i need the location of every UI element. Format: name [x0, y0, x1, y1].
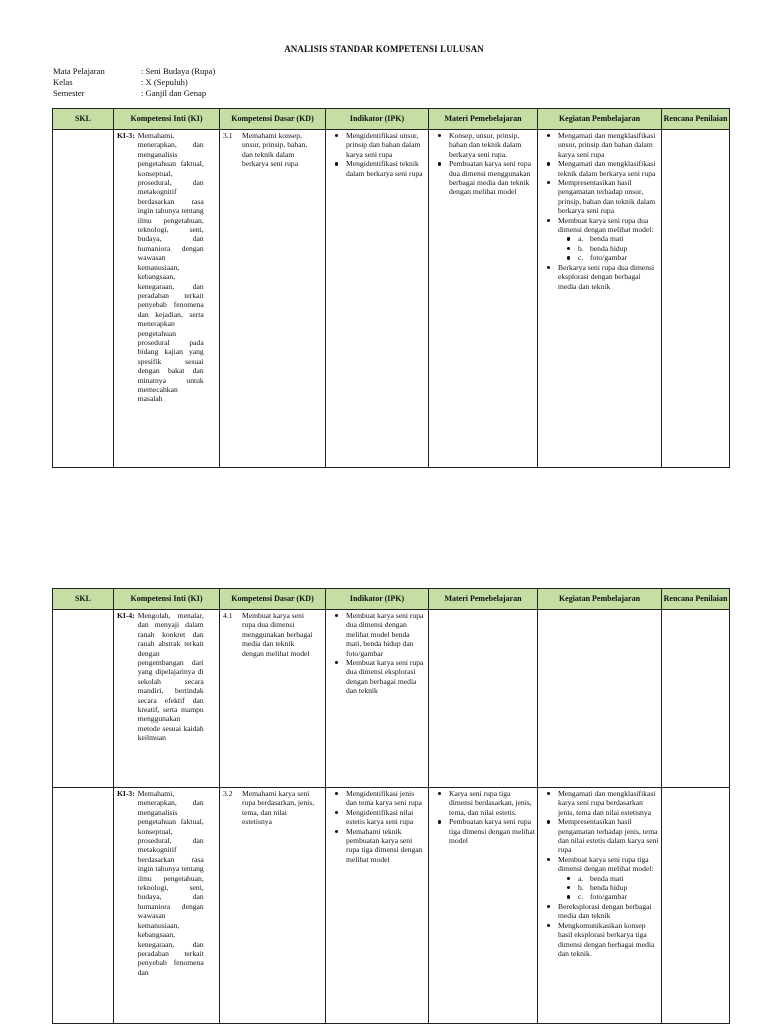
ipk-cell — [326, 130, 429, 468]
sub-letter: b. — [578, 243, 584, 253]
header-ki: Kompetensi Inti (KI) — [114, 589, 220, 610]
header-ipk: Indikator (IPK) — [326, 589, 429, 610]
list-item: Membuat karya seni rupa dua dimensi dengan melihat model benda mati, benda hidup dan foto/gambar — [346, 611, 426, 658]
rencana-cell — [662, 788, 730, 1024]
list-item: Mengidentifikasi teknik dalam berkarya seni rupa — [346, 159, 426, 178]
meta-value: : Seni Budaya (Rupa) — [141, 66, 216, 76]
header-rencana: Rencana Penilaian — [662, 109, 730, 130]
list-item: Bereksplorasi dengan berbagai media dan teknik — [558, 902, 659, 921]
meta-label: Mata Pelajaran — [53, 66, 105, 76]
header-kd: Kompetensi Dasar (KD) — [220, 589, 326, 610]
sub-list-item — [578, 883, 659, 892]
header-kegiatan: Kegiatan Pembelajaran — [538, 589, 662, 610]
ki-code: KI-3: — [117, 789, 135, 798]
materi-cell — [429, 610, 538, 788]
sub-letter: a. — [578, 234, 584, 244]
ki-text: Memahami, menerapkan, dan menganalisis pengetahuan faktual, konseptual, prosedural, dan metakognitif berdasarkan rasa ingin tahunya tentang ilmu pengetahuan, teknologi, seni, budaya, dan humaniora dengan wawasan kemanusiaan, kebangsaan, kenegaraan, dan peradaban terkait penyebab fenomena dan — [137, 789, 204, 977]
kd-number: 4.1 — [223, 611, 233, 620]
meta-row-subject — [53, 66, 215, 77]
kd-cell — [220, 610, 326, 788]
sub-text: benda mati — [590, 873, 624, 883]
list-item — [558, 216, 659, 263]
ipk-cell — [326, 610, 429, 788]
skl-cell — [53, 130, 114, 468]
skl-table-2 — [52, 588, 730, 1024]
kegiatan-cell — [538, 130, 662, 468]
skl-cell — [53, 610, 114, 788]
ki-cell — [114, 610, 220, 788]
meta-row-class — [53, 77, 215, 88]
list-item: Berkarya seni rupa dua dimensi eksplorasi dengan berbagai media dan teknik — [558, 263, 659, 291]
sub-list — [558, 874, 659, 902]
list-item: Mengamati dan mengklasifikasi unsur, prinsip dan bahan dalam karya seni rupa — [558, 131, 659, 159]
table-row — [53, 610, 730, 788]
table-row — [53, 788, 730, 1024]
header-skl: SKL — [53, 109, 114, 130]
list-item-text: Membuat karya seni rupa dua dimensi dengan melihat model: — [558, 215, 654, 235]
list-item: Karya seni rupa tiga dimensi berdasarkan, jenis, tema, dan nilai estetis. — [449, 789, 535, 817]
header-materi: Materi Pemebelajaran — [429, 109, 538, 130]
ki-text: Mengolah, menalar, dan menyaji dalam ranah konkret dan ranah abstrak terkait dengan pengembangan dari yang dipelajarinya di sekolah secara mandiri, bertindak secara efektif dan kreatif, serta mampu menggunakan metode sesuai kaidah keilmuan — [137, 611, 204, 743]
list-item: Mengidentifikasi unsur, prinsip dan bahan dalam karya seni rupa — [346, 131, 426, 159]
header-kegiatan: Kegiatan Pembelajaran — [538, 109, 662, 130]
sub-letter: c. — [578, 892, 584, 902]
meta-value: : X (Sepuluh) — [141, 77, 188, 87]
list-item: Konsep, unsur, prinsip, bahan dan teknik dalam berkarya seni rupa. — [449, 131, 535, 159]
header-kd: Kompetensi Dasar (KD) — [220, 109, 326, 130]
list-item: Pembuatan karya seni rupa dua dimensi menggunakan berbagai media dan teknik dengan melihat model — [449, 159, 535, 197]
kegiatan-cell — [538, 788, 662, 1024]
meta-label: Semester — [53, 88, 85, 98]
sub-letter: b. — [578, 883, 584, 893]
list-item: Mengamati dan mengklasifikasi karya seni rupa berdasarkan jenis, tema dan nilai estetisnya — [558, 789, 659, 817]
sub-list-item — [578, 892, 659, 901]
kd-number: 3.2 — [223, 789, 233, 798]
list-item: Pembuatan karya seni rupa tiga dimensi dengan melihat model — [449, 817, 535, 846]
list-item: Mempresentasikan hasil pengamatan terhadap jenis, tema dan nilai estetis dalam karya seni rupa — [558, 817, 659, 855]
rencana-cell — [662, 610, 730, 788]
list-item — [558, 855, 659, 902]
meta-value: : Ganjil dan Genap — [141, 88, 207, 98]
header-skl: SKL — [53, 589, 114, 610]
sub-text: benda mati — [590, 234, 624, 244]
table-header-row — [53, 589, 730, 610]
meta-row-semester — [53, 88, 215, 99]
list-item: Mengidentifikasi jenis dan tema karya seni rupa — [346, 789, 426, 808]
table-header-row — [53, 109, 730, 130]
sub-list — [558, 234, 659, 262]
sub-text: benda hidup — [590, 883, 628, 893]
header-ipk: Indikator (IPK) — [326, 109, 429, 130]
list-item: Mempresentasikan hasil pengamatan terhadap unsur, prinsip, bahan dan teknik dalam berkarya seni rupa — [558, 178, 659, 216]
sub-list-item — [578, 253, 659, 262]
list-item: Membuat karya seni rupa dua dimensi eksplorasi dengan berbagai media dan teknik — [346, 658, 426, 696]
list-item: Mengidentifikasi nilai estetis karya seni rupa — [346, 808, 426, 827]
sub-list-item — [578, 234, 659, 243]
list-item: Memahami teknik pembuatan karya seni rupa tiga dimensi dengan melihat model — [346, 827, 426, 865]
document-meta — [53, 66, 215, 99]
kegiatan-cell — [538, 610, 662, 788]
document-title: ANALISIS STANDAR KOMPETENSI LULUSAN — [284, 44, 484, 54]
kd-cell — [220, 130, 326, 468]
ki-code: KI-3: — [117, 131, 135, 140]
sub-text: foto/gambar — [590, 892, 628, 902]
list-item: Mengamati dan mengklasifikasi teknik dalam berkarya seni rupa — [558, 159, 659, 178]
table-row — [53, 130, 730, 468]
rencana-cell — [662, 130, 730, 468]
ipk-cell — [326, 788, 429, 1024]
sub-text: foto/gambar — [590, 253, 628, 263]
sub-list-item — [578, 874, 659, 883]
kd-text: Memahami konsep, unsur, prinsip, bahan, dan teknik dalam berkarya seni rupa — [242, 131, 308, 169]
kd-text: Memahami karya seni rupa berdasarkan, jenis, tema, dan nilai estetisnya — [242, 789, 315, 827]
materi-cell — [429, 788, 538, 1024]
ki-text: Memahami, menerapkan, dan menganalisis pengetahuan faktual, konseptual, prosedural, dan metakognitif berdasarkan rasa ingin tahunya tentang ilmu pengetahuan, teknologi, seni, budaya, dan humaniora dengan wawasan kemanusiaan, kebangsaan, kenegaraan, dan peradaban terkait penyebab fenomena dan kejadian, serta menerapkan pengetahuan prosedural pada bidang kajian yang spesifik sesuai dengan bakat dan minatnya untuk memecahkan masalah — [137, 131, 204, 404]
sub-letter: c. — [578, 253, 584, 263]
header-rencana: Rencana Penilaian — [662, 589, 730, 610]
ki-code: KI-4: — [117, 611, 135, 620]
kd-text: Membuat karya seni rupa dua dimensi menggunakan berbagai media dan teknik dengan melihat model — [242, 611, 313, 658]
sub-text: benda hidup — [590, 243, 628, 253]
ki-cell — [114, 130, 220, 468]
header-ki: Kompetensi Inti (KI) — [114, 109, 220, 130]
sub-letter: a. — [578, 873, 584, 883]
sub-list-item — [578, 244, 659, 253]
skl-cell — [53, 788, 114, 1024]
skl-table-1 — [52, 108, 730, 468]
kd-number: 3.1 — [223, 131, 233, 140]
ki-cell — [114, 788, 220, 1024]
list-item-text: Membuat karya seni rupa tiga dimensi dengan melihat model: — [558, 854, 654, 874]
kd-cell — [220, 788, 326, 1024]
list-item: Mengkomunikasikan konsep hasil eksplorasi berkarya tiga dimensi dengan berbagai media dan teknik. — [558, 921, 659, 959]
meta-label: Kelas — [53, 77, 73, 87]
materi-cell — [429, 130, 538, 468]
header-materi: Materi Pemebelajaran — [429, 589, 538, 610]
